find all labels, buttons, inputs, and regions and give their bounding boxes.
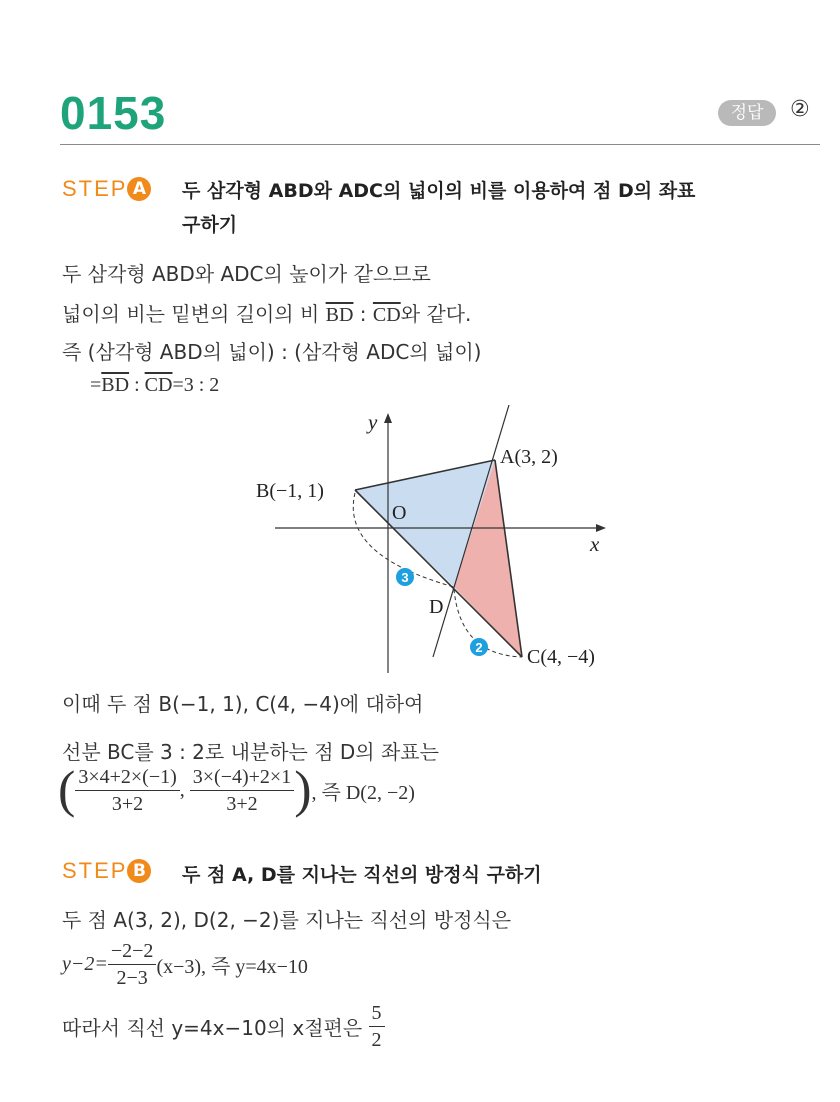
step-a-label: STEP xyxy=(62,176,128,201)
lhs: y−2= xyxy=(62,953,108,975)
colon: : xyxy=(353,302,373,326)
y-axis-label: y xyxy=(368,410,378,434)
slope-fraction xyxy=(108,938,157,991)
step-a-title-2: 구하기 xyxy=(182,214,238,236)
numerator: −2−2 xyxy=(108,938,157,965)
step-b-title: 두 점 A, D를 지나는 직선의 방정식 구하기 xyxy=(182,864,542,886)
step-b-heading xyxy=(62,858,151,884)
denominator: 2 xyxy=(371,1029,382,1051)
step-b-equation xyxy=(62,938,308,991)
final-text: 따라서 직선 y=4x−10의 x절편은 xyxy=(62,1016,369,1040)
x-intercept-fraction xyxy=(369,1000,385,1053)
middle-line-2: 선분 BC를 3 : 2로 내분하는 점 D의 좌표는 xyxy=(62,740,439,764)
right-paren: ) xyxy=(294,761,312,819)
ratio: =3 : 2 xyxy=(172,374,220,396)
result-text: , 즉 D(2, −2) xyxy=(311,782,415,804)
step-a-heading xyxy=(62,176,151,202)
ratio-2-text: 2 xyxy=(475,640,483,655)
segment-bd: $\overline{BD}$ xyxy=(101,374,130,396)
point-c-label: C(4, −4) xyxy=(527,646,595,668)
header-divider xyxy=(60,144,820,145)
denominator: 3+2 xyxy=(226,793,258,815)
denominator: 3+2 xyxy=(111,793,144,815)
y-axis-arrow xyxy=(384,413,392,423)
point-d-label: D xyxy=(429,596,444,618)
middle-line-1: 이때 두 점 B(−1, 1), C(4, −4)에 대하여 xyxy=(62,692,424,716)
point-b-label: B(−1, 1) xyxy=(256,480,324,502)
text: 와 같다. xyxy=(400,302,472,326)
ratio-3-text: 3 xyxy=(401,570,409,585)
step-a-badge: A xyxy=(127,177,151,201)
answer-value: ② xyxy=(790,97,810,122)
section-formula xyxy=(58,761,415,819)
step-b-badge: B xyxy=(127,859,151,883)
x-axis-arrow xyxy=(596,524,606,532)
final-answer xyxy=(62,1000,385,1053)
left-paren: ( xyxy=(58,761,76,819)
numerator: 3×(−4)+2×1 xyxy=(190,764,294,791)
fraction-x xyxy=(75,764,179,817)
numerator: 3×4+2×(−1) xyxy=(75,764,179,791)
numerator: 5 xyxy=(369,1000,385,1027)
segment-cd: $\overline{CD}$ xyxy=(372,304,401,326)
text: 넓이의 비는 밑변의 길이의 비 xyxy=(62,302,326,326)
equals: = xyxy=(90,374,102,396)
step-a-line-4 xyxy=(90,374,219,397)
step-b-label: STEP xyxy=(62,858,128,883)
step-b-line-1: 두 점 A(3, 2), D(2, −2)를 지나는 직선의 방정식은 xyxy=(62,908,512,932)
fraction-y xyxy=(190,764,294,817)
coordinate-figure xyxy=(240,405,640,690)
denominator: 2−3 xyxy=(116,967,148,989)
step-a-line-3: 즉 (삼각형 ABD의 넓이) : (삼각형 ADC의 넓이) xyxy=(62,340,482,364)
segment-cd: $\overline{CD}$ xyxy=(144,374,173,396)
step-a-line-1: 두 삼각형 ABD와 ADC의 높이가 같으므로 xyxy=(62,262,431,286)
x-axis-label: x xyxy=(590,532,600,556)
step-a-line-2 xyxy=(62,298,471,327)
step-a-title-1: 두 삼각형 ABD와 ADC의 넓이의 비를 이용하여 점 D의 좌표 xyxy=(182,180,696,202)
point-a-label: A(3, 2) xyxy=(500,446,558,468)
rhs: (x−3), 즉 y=4x−10 xyxy=(156,956,308,978)
origin-label: O xyxy=(392,502,407,524)
colon: : xyxy=(129,374,145,396)
answer-badge: 정답 xyxy=(718,100,776,126)
segment-bd: $\overline{BD}$ xyxy=(325,304,354,326)
comma: , xyxy=(179,779,185,801)
problem-number: 0153 xyxy=(60,87,167,139)
